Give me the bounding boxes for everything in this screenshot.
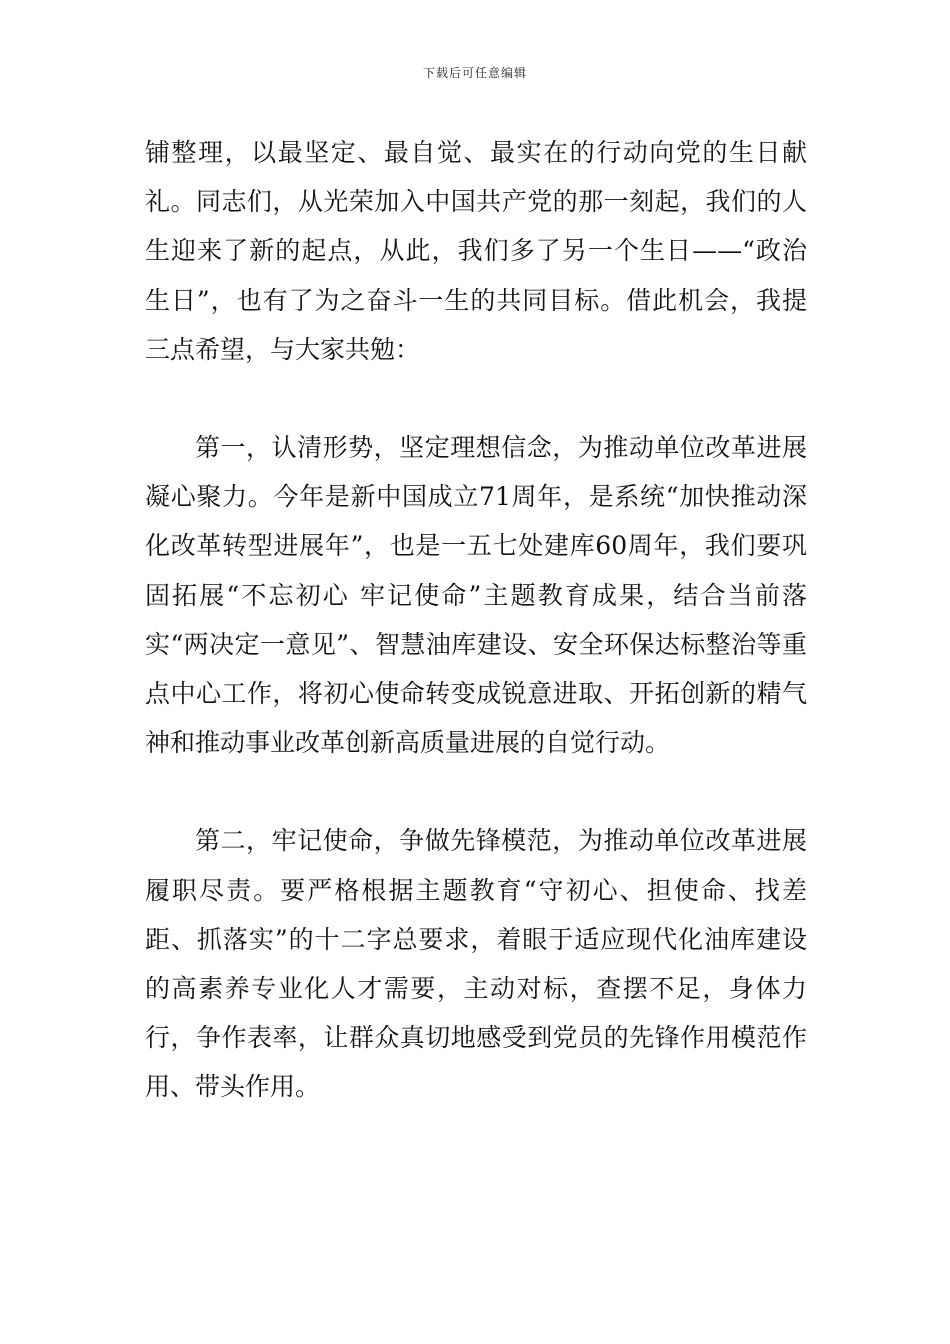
paragraph-2: 第一，认清形势，坚定理想信念，为推动单位改革进展凝心聚力。今年是新中国成立71周年，是系统“加快推动深化改革转型进展年”，也是一五七处建库60周年，我们要巩固拓展“不忘初心 牢记使命”主题教育成果，结合当前落实“两决定一意见”、智慧油库建设、安全环保达标整治等重点中心工作，将初心使命转变成锐意进取、开拓创新的精气神和推动事业改革创新高质量进展的自觉行动。 — [145, 433, 807, 758]
page-header: 下载后可任意编辑 — [422, 66, 527, 80]
document-body — [145, 128, 807, 1112]
paragraph-spacer — [145, 374, 807, 423]
paragraph-3: 第二，牢记使命，争做先锋模范，为推动单位改革进展履职尽责。要严格根据主题教育“守初心、担使命、找差距、抓落实”的十二字总要求，着眼于适应现代化油库建设的高素养专业化人才需要，主动对标，查摆不足，身体力行，争作表率，让群众真切地感受到党员的先锋作用模范作用、带头作用。 — [145, 826, 807, 1102]
paragraph-1: 铺整理，以最坚定、最自觉、最实在的行动向党的生日献礼。同志们，从光荣加入中国共产党的那一刻起，我们的人生迎来了新的起点，从此，我们多了另一个生日——“政治生日”，也有了为之奋斗一生的共同目标。借此机会，我提三点希望，与大家共勉： — [145, 138, 807, 364]
paragraph-spacer — [145, 767, 807, 816]
